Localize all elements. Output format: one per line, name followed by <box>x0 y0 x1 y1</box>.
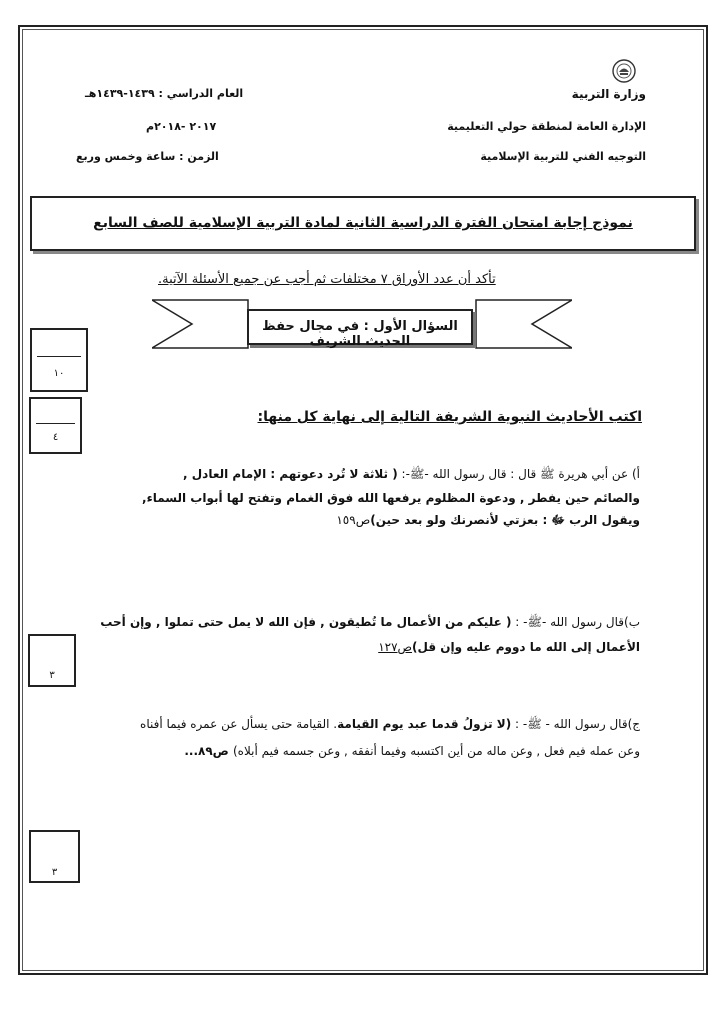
hadith-c-line1 <box>140 716 640 733</box>
academic-year-gregorian: ٢٠١٧ -٢٠١٨م <box>146 120 217 133</box>
hadith-a-line1 <box>183 466 640 483</box>
hadith-a-narration: أ) عن أبي هريرة ﷺ قال : قال رسول الله -ﷺ-: <box>397 467 640 481</box>
hadith-a-text-1: ( ثلاثة لا تُرد دعوتهم : الإمام العادل , <box>183 467 398 481</box>
hadith-a-text-3: ويقول الرب ﷻ : بعزتي لأنصرنك ولو بعد حين) <box>370 513 640 527</box>
hadith-b-line1 <box>100 614 640 631</box>
academic-year-hijri: العام الدراسي : ١٤٣٩-١٤٣٩هـ <box>85 87 244 100</box>
hadith-b-text-2: الأعمال إلى الله ما دووم عليه وإن قل) <box>412 640 640 654</box>
hadith-c-line2 <box>184 743 640 760</box>
ministry-seal-icon <box>611 58 637 84</box>
general-instruction: تأكد أن عدد الأوراق ٧ مختلفات ثم أجب عن جميع الأسئلة الآتية. <box>158 272 496 287</box>
hadith-b-text-1: ( عليكم من الأعمال ما تُطيقون , فإن الله لا يمل حتى تملوا , وإن أحب <box>100 615 512 629</box>
question1-instruction: اكتب الأحاديث النبوية الشريفة التالية إلى نهاية كل منها: <box>257 409 642 425</box>
hadith-c-text-1b: . القيامة حتى يسأل عن عمره فيما أفناه <box>140 717 338 731</box>
department-name: الإدارة العامة لمنطقة حولي التعليمية <box>447 120 646 133</box>
hadith-a-line3 <box>336 512 640 529</box>
guidance-name: التوجيه الفني للتربية الإسلامية <box>480 150 646 163</box>
question1-total-score: ١٠ <box>53 368 65 379</box>
score-divider <box>36 423 75 424</box>
question1-total-score-box <box>30 328 88 392</box>
hadith-b-score-box <box>28 634 76 687</box>
exam-title-box <box>30 196 696 251</box>
hadith-b-line2 <box>378 639 640 656</box>
hadith-a-page-ref: ص١٥٩ <box>336 513 371 527</box>
question1-title: السؤال الأول : في مجال حفظ الحديث الشريف <box>262 319 458 349</box>
exam-title: نموذج إجابة امتحان الفترة الدراسية الثانية لمادة التربية الإسلامية للصف السابع <box>93 215 633 231</box>
score-divider <box>37 356 81 357</box>
hadith-b-score: ٣ <box>49 670 55 681</box>
hadith-a-line2: والصائم حين يفطر , ودعوة المظلوم يرفعها الله فوق الغمام وتفتح لها أبواب السماء, <box>142 491 640 505</box>
hadith-c-page-ref: ص٨٩... <box>184 744 233 758</box>
hadith-c-narration: ج)قال رسول الله - ﷺ- : <box>511 717 640 731</box>
hadith-c-text-2: وعن عمله فيم فعل , وعن ماله من أين اكتسبه وفيما أنفقه , وعن جسمه فيم أبلاه) <box>233 744 640 758</box>
ministry-name: وزارة التربية <box>571 87 646 101</box>
exam-duration: الزمن : ساعة وخمس وربع <box>76 150 219 163</box>
question1-part-score: ٤ <box>52 432 59 443</box>
question1-title-box <box>247 309 473 349</box>
hadith-c-score: ٣ <box>51 867 58 878</box>
hadith-b-page-ref: ص١٢٧ <box>378 640 413 654</box>
question1-part-score-box <box>29 397 82 454</box>
hadith-b-narration: ب)قال رسول الله -ﷺ- : <box>511 615 640 629</box>
hadith-c-score-box <box>29 830 80 883</box>
hadith-c-text-1: (لا تزولُ قدما عبد يوم القيامة <box>337 717 512 731</box>
